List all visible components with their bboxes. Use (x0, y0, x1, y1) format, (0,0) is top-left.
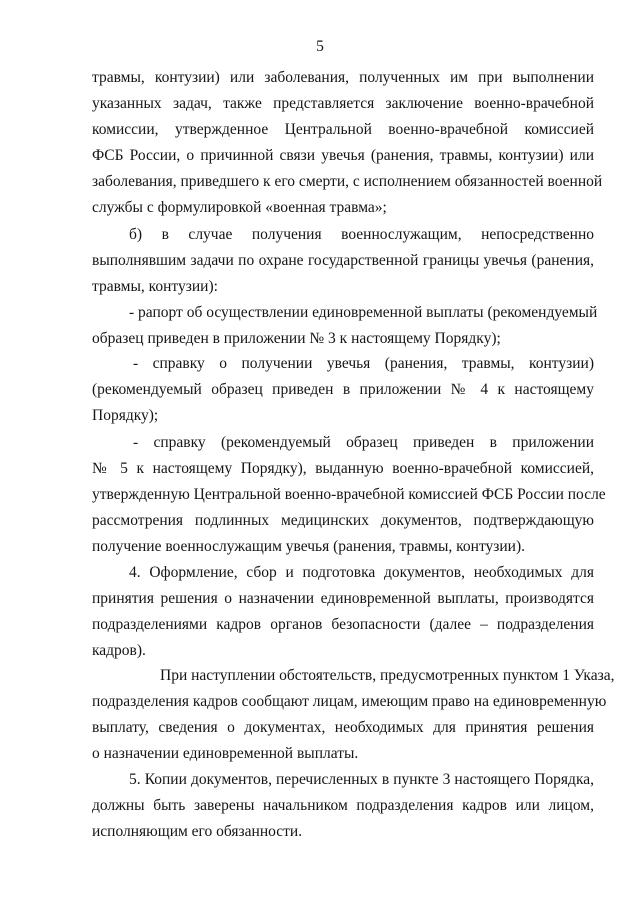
text-line: подразделения кадров сообщают лицам, имеющим право на единовременную (92, 693, 607, 710)
text-line: заболевания, приведшего к его смерти, с исполнением обязанностей военной (92, 173, 603, 190)
text-line: образец приведен в приложении № 3 к настоящему Порядку); (92, 330, 501, 347)
text-line: При наступлении обстоятельств, предусмотренных пунктом 1 Указа, (160, 667, 615, 684)
text-line: должны быть заверены начальником подразделения кадров или лицом, (92, 797, 594, 814)
text-line: кадров). (92, 642, 146, 659)
text-line: - справку (рекомендуемый образец приведен в приложении (133, 434, 594, 451)
text-line: травмы, контузии) или заболевания, полученных им при выполнении (92, 69, 594, 86)
text-line: получение военнослужащим увечья (ранения, травмы, контузии). (92, 538, 526, 555)
text-line: - рапорт об осуществлении единовременной выплаты (рекомендуемый (129, 304, 598, 321)
text-line: службы с формулировкой «военная травма»; (92, 199, 387, 216)
text-line: (рекомендуемый образец приведен в приложении № 4 к настоящему (92, 381, 594, 398)
text-line: 5. Копии документов, перечисленных в пункте 3 настоящего Порядка, (129, 771, 594, 788)
text-line: ФСБ России, о причинной связи увечья (ранения, травмы, контузии) или (92, 147, 594, 164)
text-line: выполнявшим задачи по охране государственной границы увечья (ранения, (92, 252, 594, 269)
text-line: № 5 к настоящему Порядку), выданную военно-врачебной комиссией, (92, 460, 594, 477)
text-line: о назначении единовременной выплаты. (92, 745, 359, 762)
text-line: Порядку); (92, 407, 159, 424)
text-line: травмы, контузии): (92, 278, 218, 295)
text-line: б) в случае получения военнослужащим, непосредственно (129, 226, 594, 243)
text-line: подразделениями кадров органов безопасности (далее – подразделения (92, 616, 594, 633)
text-line: исполняющим его обязанности. (92, 823, 303, 840)
text-line: комиссии, утвержденное Центральной военно-врачебной комиссией (92, 121, 594, 138)
text-line: выплату, сведения о документах, необходимых для принятия решения (92, 719, 594, 736)
text-line: указанных задач, также представляется заключение военно-врачебной (92, 95, 594, 112)
text-line: 4. Оформление, сбор и подготовка документов, необходимых для (129, 564, 594, 581)
text-line: принятия решения о назначении единовременной выплаты, производятся (92, 590, 594, 607)
text-line: утвержденную Центральной военно-врачебной комиссией ФСБ России после (92, 486, 606, 503)
page-number: 5 (316, 38, 324, 55)
text-line: - справку о получении увечья (ранения, травмы, контузии) (133, 355, 594, 372)
text-line: рассмотрения подлинных медицинских документов, подтверждающую (92, 512, 594, 529)
